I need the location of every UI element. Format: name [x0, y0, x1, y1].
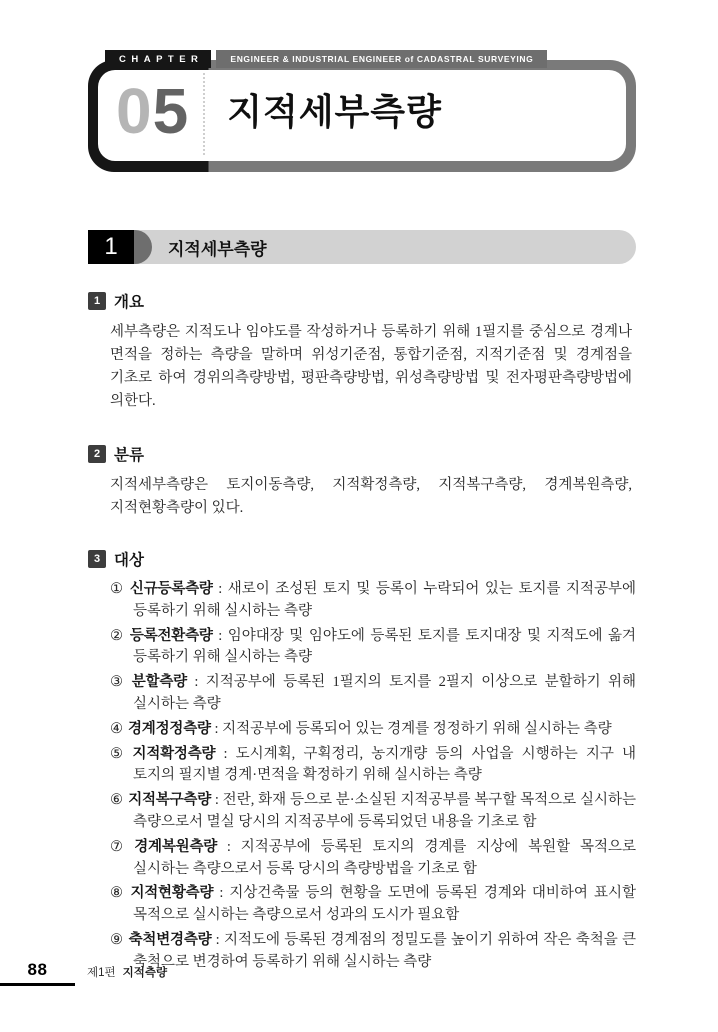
subsection-number-badge: 1: [88, 292, 106, 310]
list-item: [110, 579, 636, 623]
list-item-term: 지적현황측량: [130, 885, 214, 902]
list-item: [110, 883, 636, 927]
chapter-number-digit: 0: [116, 75, 153, 147]
page-footer: [0, 960, 167, 986]
chapter-header-content: [110, 72, 612, 156]
list-item-desc: : 새로이 조성된 토지 및 등록이 누락되어 있는 토지를 지적공부에 등록하기 위해 실시하는 측량: [133, 581, 636, 619]
list-item-desc: : 임야대장 및 임야도에 등록된 토지를 토지대장 및 지적도에 옮겨 등록하기 위해 실시하는 측량: [133, 627, 636, 666]
list-item-term: 경계정정측량: [128, 720, 211, 737]
section-title: 지적세부측량: [168, 239, 267, 259]
list-item-desc: : 전란, 화재 등으로 분·소실된 지적공부를 복구할 목적으로 실시하는 측량으로서 멸실 당시의 지적공부에 등록되었던 내용을 기초로 함: [133, 792, 636, 830]
list-item-desc: : 지적공부에 등록된 1필지의 토지를 2필지 이상으로 분할하기 위해 실시하는 측량: [133, 674, 636, 712]
chapter-title: 지적세부측량: [227, 90, 442, 132]
list-item-marker: ②: [110, 627, 125, 644]
section-number: 1: [88, 230, 134, 264]
page-content: [88, 50, 636, 974]
list-item-term: 지적복구측량: [128, 792, 212, 809]
chapter-top-labels: [105, 50, 547, 68]
list-item-marker: ⑤: [110, 745, 128, 762]
target-list: [110, 579, 636, 974]
list-item: [110, 930, 636, 974]
subsection-title: 대상: [114, 552, 144, 569]
list-item-term: 축척변경측량: [128, 931, 212, 948]
dotted-separator: [203, 73, 205, 155]
list-item-term: 지적확정측량: [132, 745, 216, 762]
subsection-number-badge: 3: [88, 550, 106, 568]
list-item-marker: ⑧: [110, 885, 126, 902]
list-item-term: 신규등록측량: [129, 581, 213, 597]
list-item-marker: ③: [110, 674, 127, 691]
subsection-target-heading: [88, 548, 636, 570]
subsection-classification-heading: [88, 443, 636, 465]
list-item: [110, 744, 636, 788]
list-item: [110, 719, 636, 741]
list-item-term: 등록전환측량: [129, 627, 213, 644]
subsection-number-badge: 2: [88, 445, 106, 463]
chapter-number-digit: 5: [152, 75, 190, 147]
list-item: [110, 672, 636, 716]
list-item: [110, 790, 636, 834]
list-item-desc: : 지상건축물 등의 현황을 도면에 등록된 경계와 대비하여 표시할 목적으로 실시하는 측량으로서 성과의 도시가 필요함: [133, 885, 636, 924]
list-item-desc: : 지적공부에 등록된 토지의 경계를 지상에 복원할 목적으로 실시하는 측량으로서 등록 당시의 측량방법을 기초로 함: [133, 838, 636, 877]
chapter-label: CHAPTER: [105, 50, 211, 68]
list-item-marker: ⑨: [110, 931, 124, 948]
list-item-desc: : 지적도에 등록된 경계점의 정밀도를 높이기 위하여 작은 축척을 큰 축척으로 변경하여 등록하기 위해 실시하는 측량: [133, 931, 636, 970]
list-item-desc: : 지적공부에 등록되어 있는 경계를 정정하기 위해 실시하는 측량: [210, 720, 612, 737]
page-number: 88: [0, 960, 75, 986]
list-item-desc: : 도시계획, 구획정리, 농지개량 등의 사업을 시행하는 지구 내 토지의 필지별 경계·면적을 확정하기 위해 실시하는 측량: [133, 745, 636, 784]
list-item-marker: ④: [110, 720, 123, 737]
chapter-number: [110, 75, 203, 149]
section-bar: [88, 230, 636, 264]
list-item-marker: ①: [110, 581, 125, 597]
footer-part-title: 지적측량: [122, 967, 168, 979]
chapter-header: [88, 50, 636, 172]
list-item: [110, 837, 636, 881]
footer-text: [87, 964, 167, 986]
series-label: ENGINEER & INDUSTRIAL ENGINEER of CADASTRAL SURVEYING: [216, 50, 547, 68]
list-item-term: 분할측량: [131, 674, 187, 691]
subsection-overview-heading: [88, 290, 636, 312]
overview-paragraph: 세부측량은 지적도나 임야도를 작성하거나 등록하기 위해 1필지를 중심으로 경계나 면적을 정하는 측량을 말하며 위성기준점, 통합기준점, 지적기준점 및 경계점을 기초로 하여 경위의측량방법, 평판측량방법, 위성측량방법 및 전자평판측량방법에 의한다.: [110, 324, 632, 409]
list-item-marker: ⑥: [110, 792, 124, 809]
subsection-title: 분류: [114, 447, 144, 464]
footer-part-label: 제1편: [87, 967, 116, 979]
list-item: [110, 626, 636, 670]
list-item-term: 경계복원측량: [134, 838, 218, 855]
list-item-marker: ⑦: [110, 838, 130, 855]
subsection-title: 개요: [114, 294, 144, 311]
classification-paragraph: 지적세부측량은 토지이동측량, 지적확정측량, 지적복구측량, 경계복원측량, 지적현황측량이 있다.: [110, 477, 632, 516]
